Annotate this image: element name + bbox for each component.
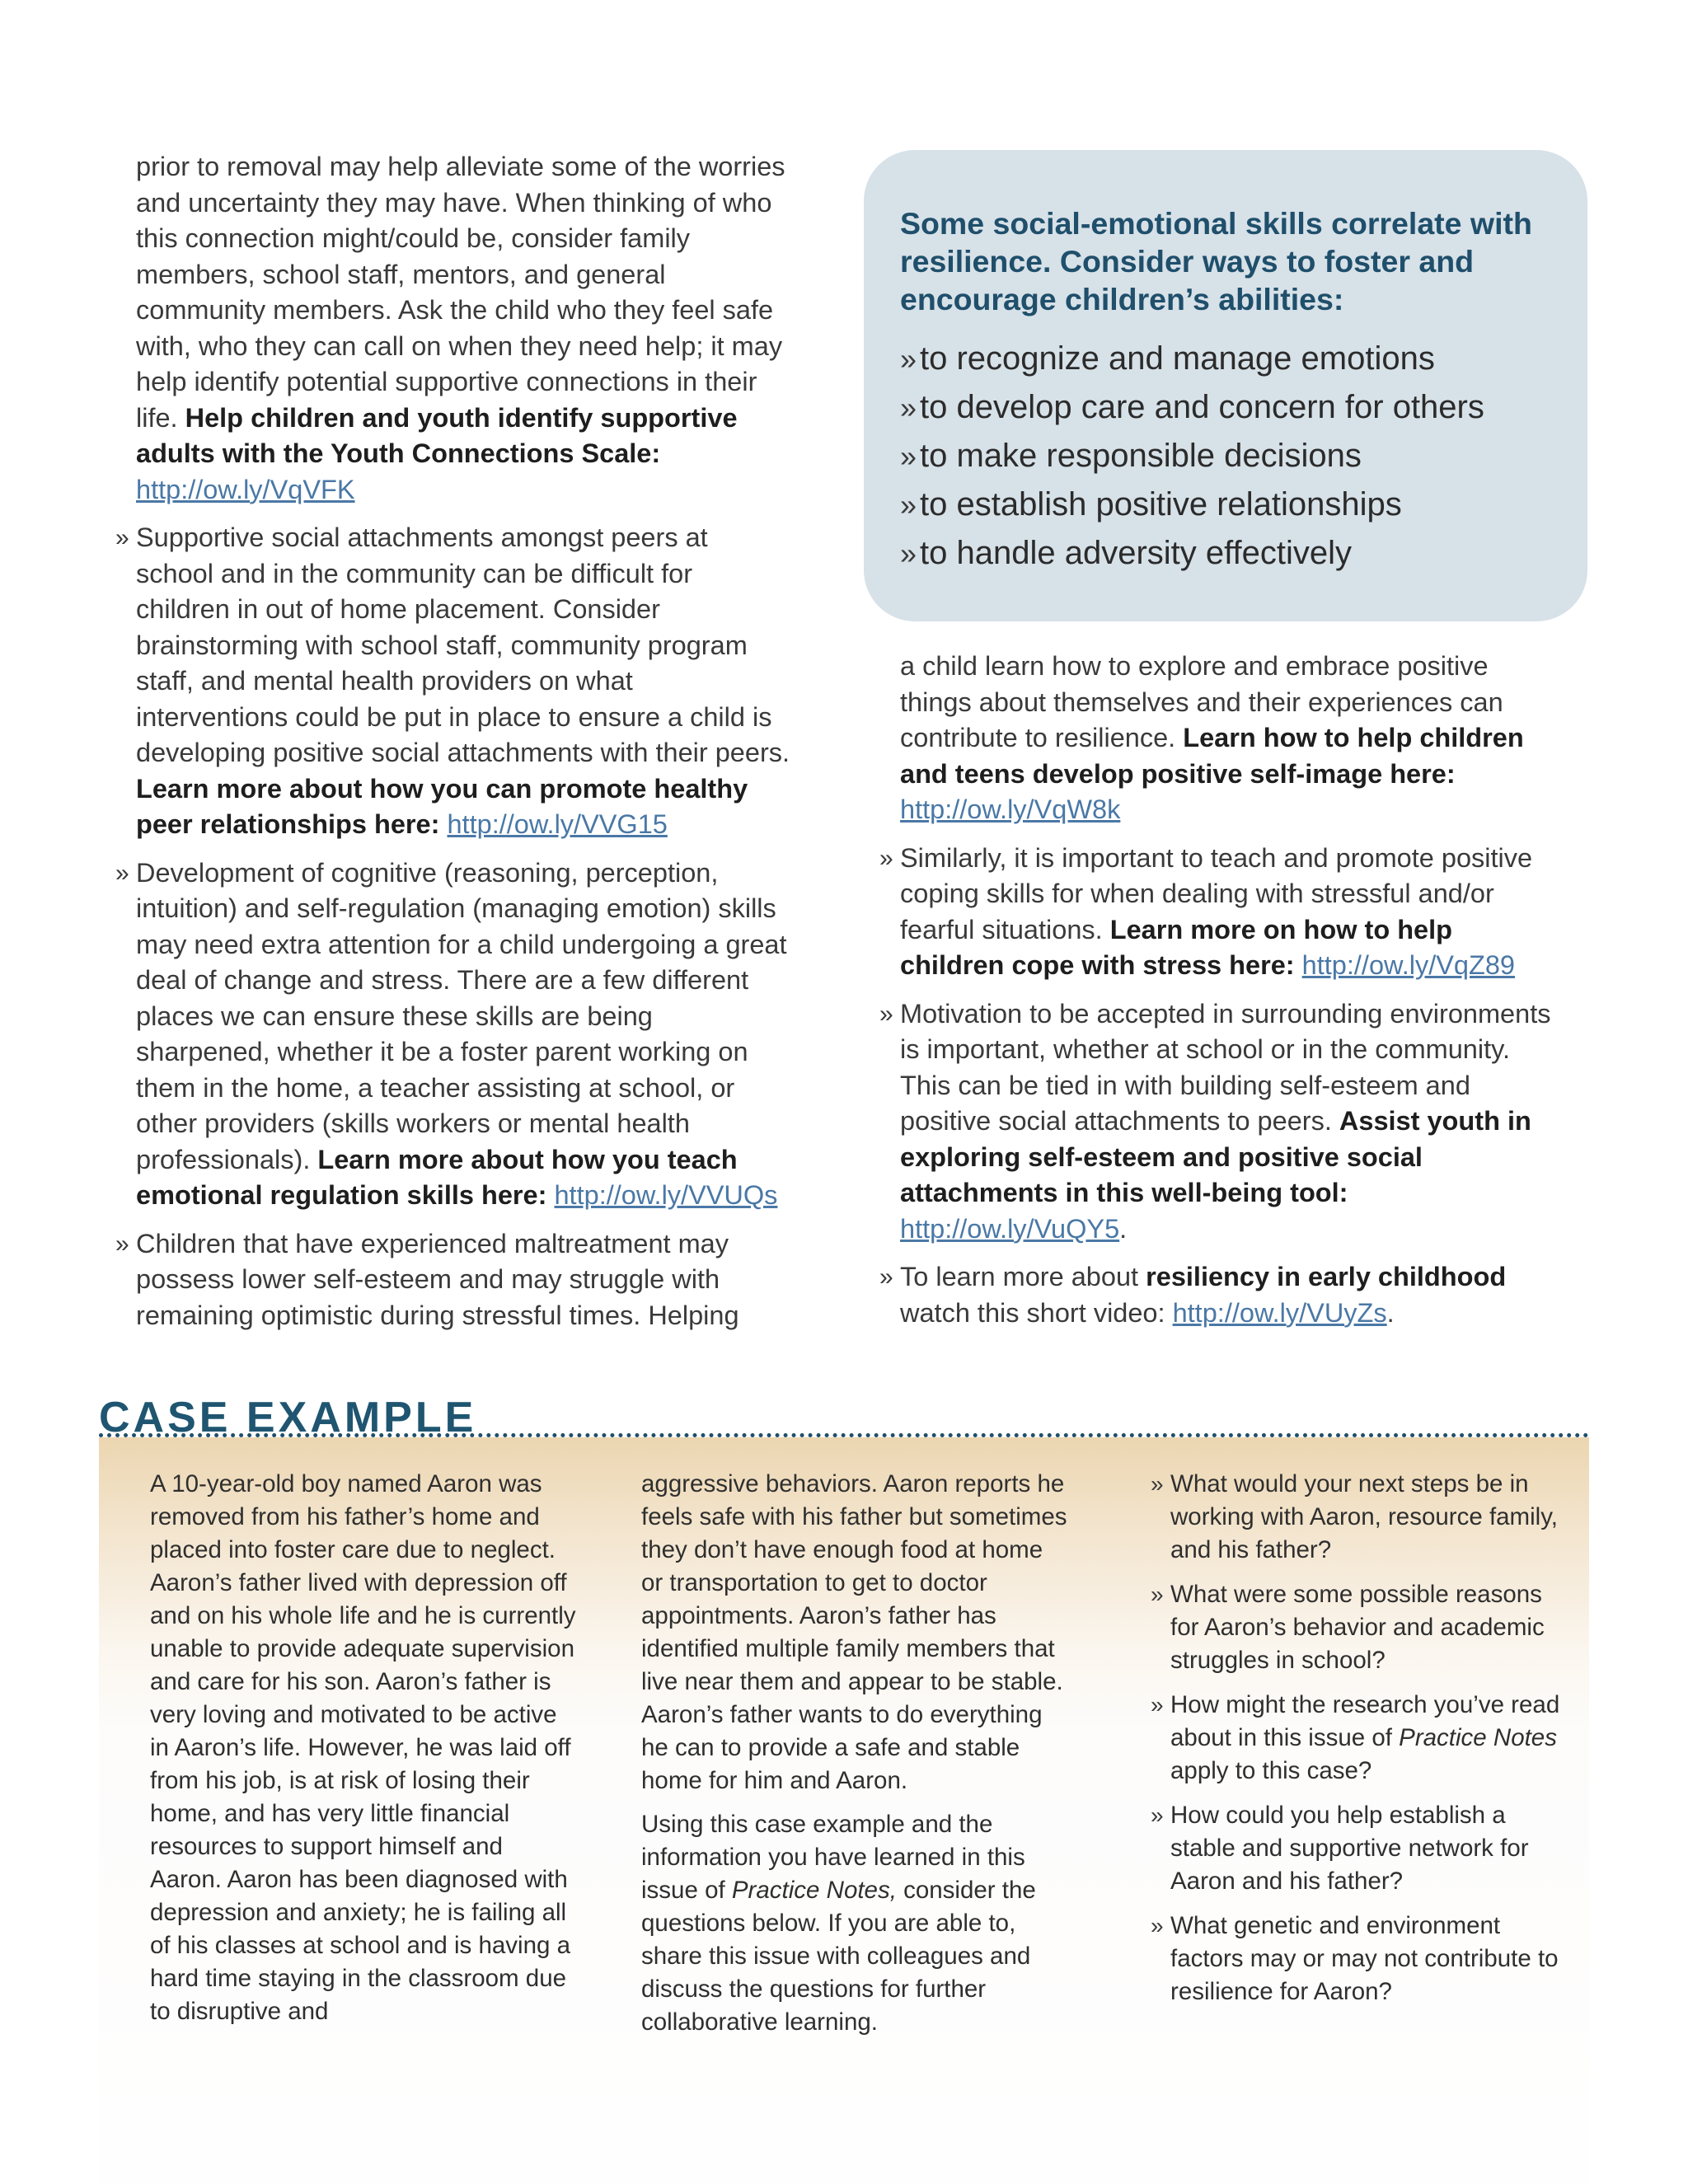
left-bullet-item: » Supportive social attachments amongst peers at school and in the community can be difficult for children in out of home placement. Consider brainstorming with school staff, community program staff, and mental health providers on what interventions could be put in place to ensure a child is developing positive social attachments with their peers. Learn more about how you can promote healthy peer relationships here: http://ow.ly/VVG15 [115, 520, 791, 843]
peer-relationships-link[interactable]: http://ow.ly/VVG15 [447, 809, 668, 839]
self-image-link[interactable]: http://ow.ly/VqW8k [900, 794, 1121, 824]
bullet-icon: » [115, 1230, 129, 1258]
bullet-icon: » [879, 844, 893, 872]
bullet-icon: » [900, 439, 917, 473]
bullet-icon: » [900, 537, 917, 570]
callout-list-item: » to recognize and manage emotions [900, 335, 1554, 383]
callout-list-item: » to handle adversity effectively [900, 529, 1554, 578]
case-narrative-paragraph: A 10-year-old boy named Aaron was removed from his father’s home and placed into foster care due to neglect. Aaron’s father lived with depression off and on his whole life and he is currently unable to provide adequate supervision and care for his son. Aaron’s father is very loving and motivated to be active in Aaron’s life. However, he was laid off from his job, is at risk of losing their home, and has very little financial resources to support himself and Aaron. Aaron has been diagnosed with depression and anxiety; he is failing all of his classes at school and is having a hard time staying in the classroom due to disruptive and [150, 1470, 576, 2025]
callout-list-item: » to establish positive relationships [900, 480, 1554, 529]
case-example-title: CASE EXAMPLE [99, 1394, 477, 1441]
right-column [879, 649, 1564, 1343]
bullet-icon: » [1151, 1913, 1164, 1938]
bullet-icon: » [1151, 1692, 1164, 1718]
youth-connections-link[interactable]: http://ow.ly/VqVFK [136, 474, 355, 504]
left-bullet-item: » Development of cognitive (reasoning, perception, intuition) and self-regulation (managing emotion) skills may need extra attention for a child undergoing a great deal of change and stress. There are a few different places we can ensure these skills are being sharpened, whether it be a foster parent working on them in the home, a teacher assisting at school, or other providers (skills workers or mental health professionals). Learn more about how you teach emotional regulation skills here: http://ow.ly/VVUQs [115, 855, 791, 1214]
well-being-tool-link[interactable]: http://ow.ly/VuQY5 [900, 1213, 1120, 1244]
bullet-icon: » [1151, 1802, 1164, 1828]
case-question-item: » How might the research you’ve read about in this issue of Practice Notes apply to this case? [1151, 1689, 1563, 1788]
bullet-icon: » [879, 1000, 893, 1028]
emotional-regulation-link[interactable]: http://ow.ly/VVUQs [554, 1180, 778, 1210]
callout-list-item: » to develop care and concern for others [900, 383, 1554, 432]
bullet-icon: » [900, 488, 917, 522]
left-column [115, 149, 791, 1346]
left-bullet-item: » Children that have experienced maltreatment may possess lower self-esteem and may struggle with remaining optimistic during stressful times. Helping [115, 1226, 791, 1334]
skills-callout-box [864, 150, 1587, 621]
case-column-1 [150, 1468, 579, 2039]
bullet-icon: » [879, 1263, 893, 1291]
case-question-item: » How could you help establish a stable and supportive network for Aaron and his father? [1151, 1799, 1563, 1898]
right-continued-paragraph: a child learn how to explore and embrace positive things about themselves and their experiences can contribute to resilience. Learn how to help children and teens develop positive self-image here: http://ow.ly/VqW8k [900, 651, 1524, 824]
right-bullet-item: » Similarly, it is important to teach and promote positive coping skills for when dealing with stressful and/or fearful situations. Learn more on how to help children cope with stress here: http://ow.ly/VqZ89 [879, 841, 1564, 984]
case-column-2 [641, 1468, 1070, 2050]
bullet-icon: » [115, 859, 129, 887]
right-bullet-item: » Motivation to be accepted in surrounding environments is important, whether at school or in the community. This can be tied in with building self-esteem and positive social attachments to peers. Assist youth in exploring self-esteem and positive social attachments in this well-being tool: http://ow.ly/VuQY5. [879, 996, 1564, 1248]
bullet-icon: » [1151, 1471, 1164, 1497]
case-questions-column [1151, 1468, 1563, 2020]
left-intro-paragraph: prior to removal may help alleviate some of the worries and uncertainty they may have. When thinking of who this connection might/could be, consider family members, school staff, mentors, and general community members. Ask the child who they feel safe with, who they can call on when they need help; it may help identify potential supportive connections in their life. Help children and youth identify supportive adults with the Youth Connections Scale: http://ow.ly/VqVFK [136, 152, 785, 504]
callout-list-item: » to make responsible decisions [900, 432, 1554, 480]
bullet-icon: » [1151, 1582, 1164, 1607]
case-instructions-paragraph: Using this case example and the information you have learned in this issue of Practice Notes, consider the questions below. If you are able to, share this issue with colleagues and discuss the questions for further collaborative learning. [641, 1811, 1036, 2036]
case-narrative-paragraph: aggressive behaviors. Aaron reports he feels safe with his father but sometimes they don’t have enough food at home or transportation to get to doctor appointments. Aaron’s father has identified multiple family members that live near them and appear to be stable. Aaron’s father wants to do everything he can to provide a safe and stable home for him and Aaron. [641, 1470, 1067, 1794]
bullet-icon: » [900, 391, 917, 424]
case-example-divider [99, 1433, 1589, 1437]
early-childhood-video-link[interactable]: http://ow.ly/VUyZs [1172, 1297, 1387, 1328]
bullet-icon: » [900, 342, 917, 376]
right-bullet-item: » To learn more about resiliency in early childhood watch this short video: http://ow.ly/VUyZs. [879, 1259, 1564, 1331]
callout-list [900, 335, 1554, 578]
case-question-item: » What genetic and environment factors may or may not contribute to resilience for Aaron? [1151, 1910, 1563, 2008]
bullet-icon: » [115, 524, 129, 551]
case-question-item: » What would your next steps be in working with Aaron, resource family, and his father? [1151, 1468, 1563, 1567]
case-question-item: » What were some possible reasons for Aaron’s behavior and academic struggles in school? [1151, 1578, 1563, 1677]
cope-with-stress-link[interactable]: http://ow.ly/VqZ89 [1301, 950, 1515, 980]
callout-heading: Some social-emotional skills correlate with resilience. Consider ways to foster and encourage children’s abilities: [900, 206, 1532, 316]
